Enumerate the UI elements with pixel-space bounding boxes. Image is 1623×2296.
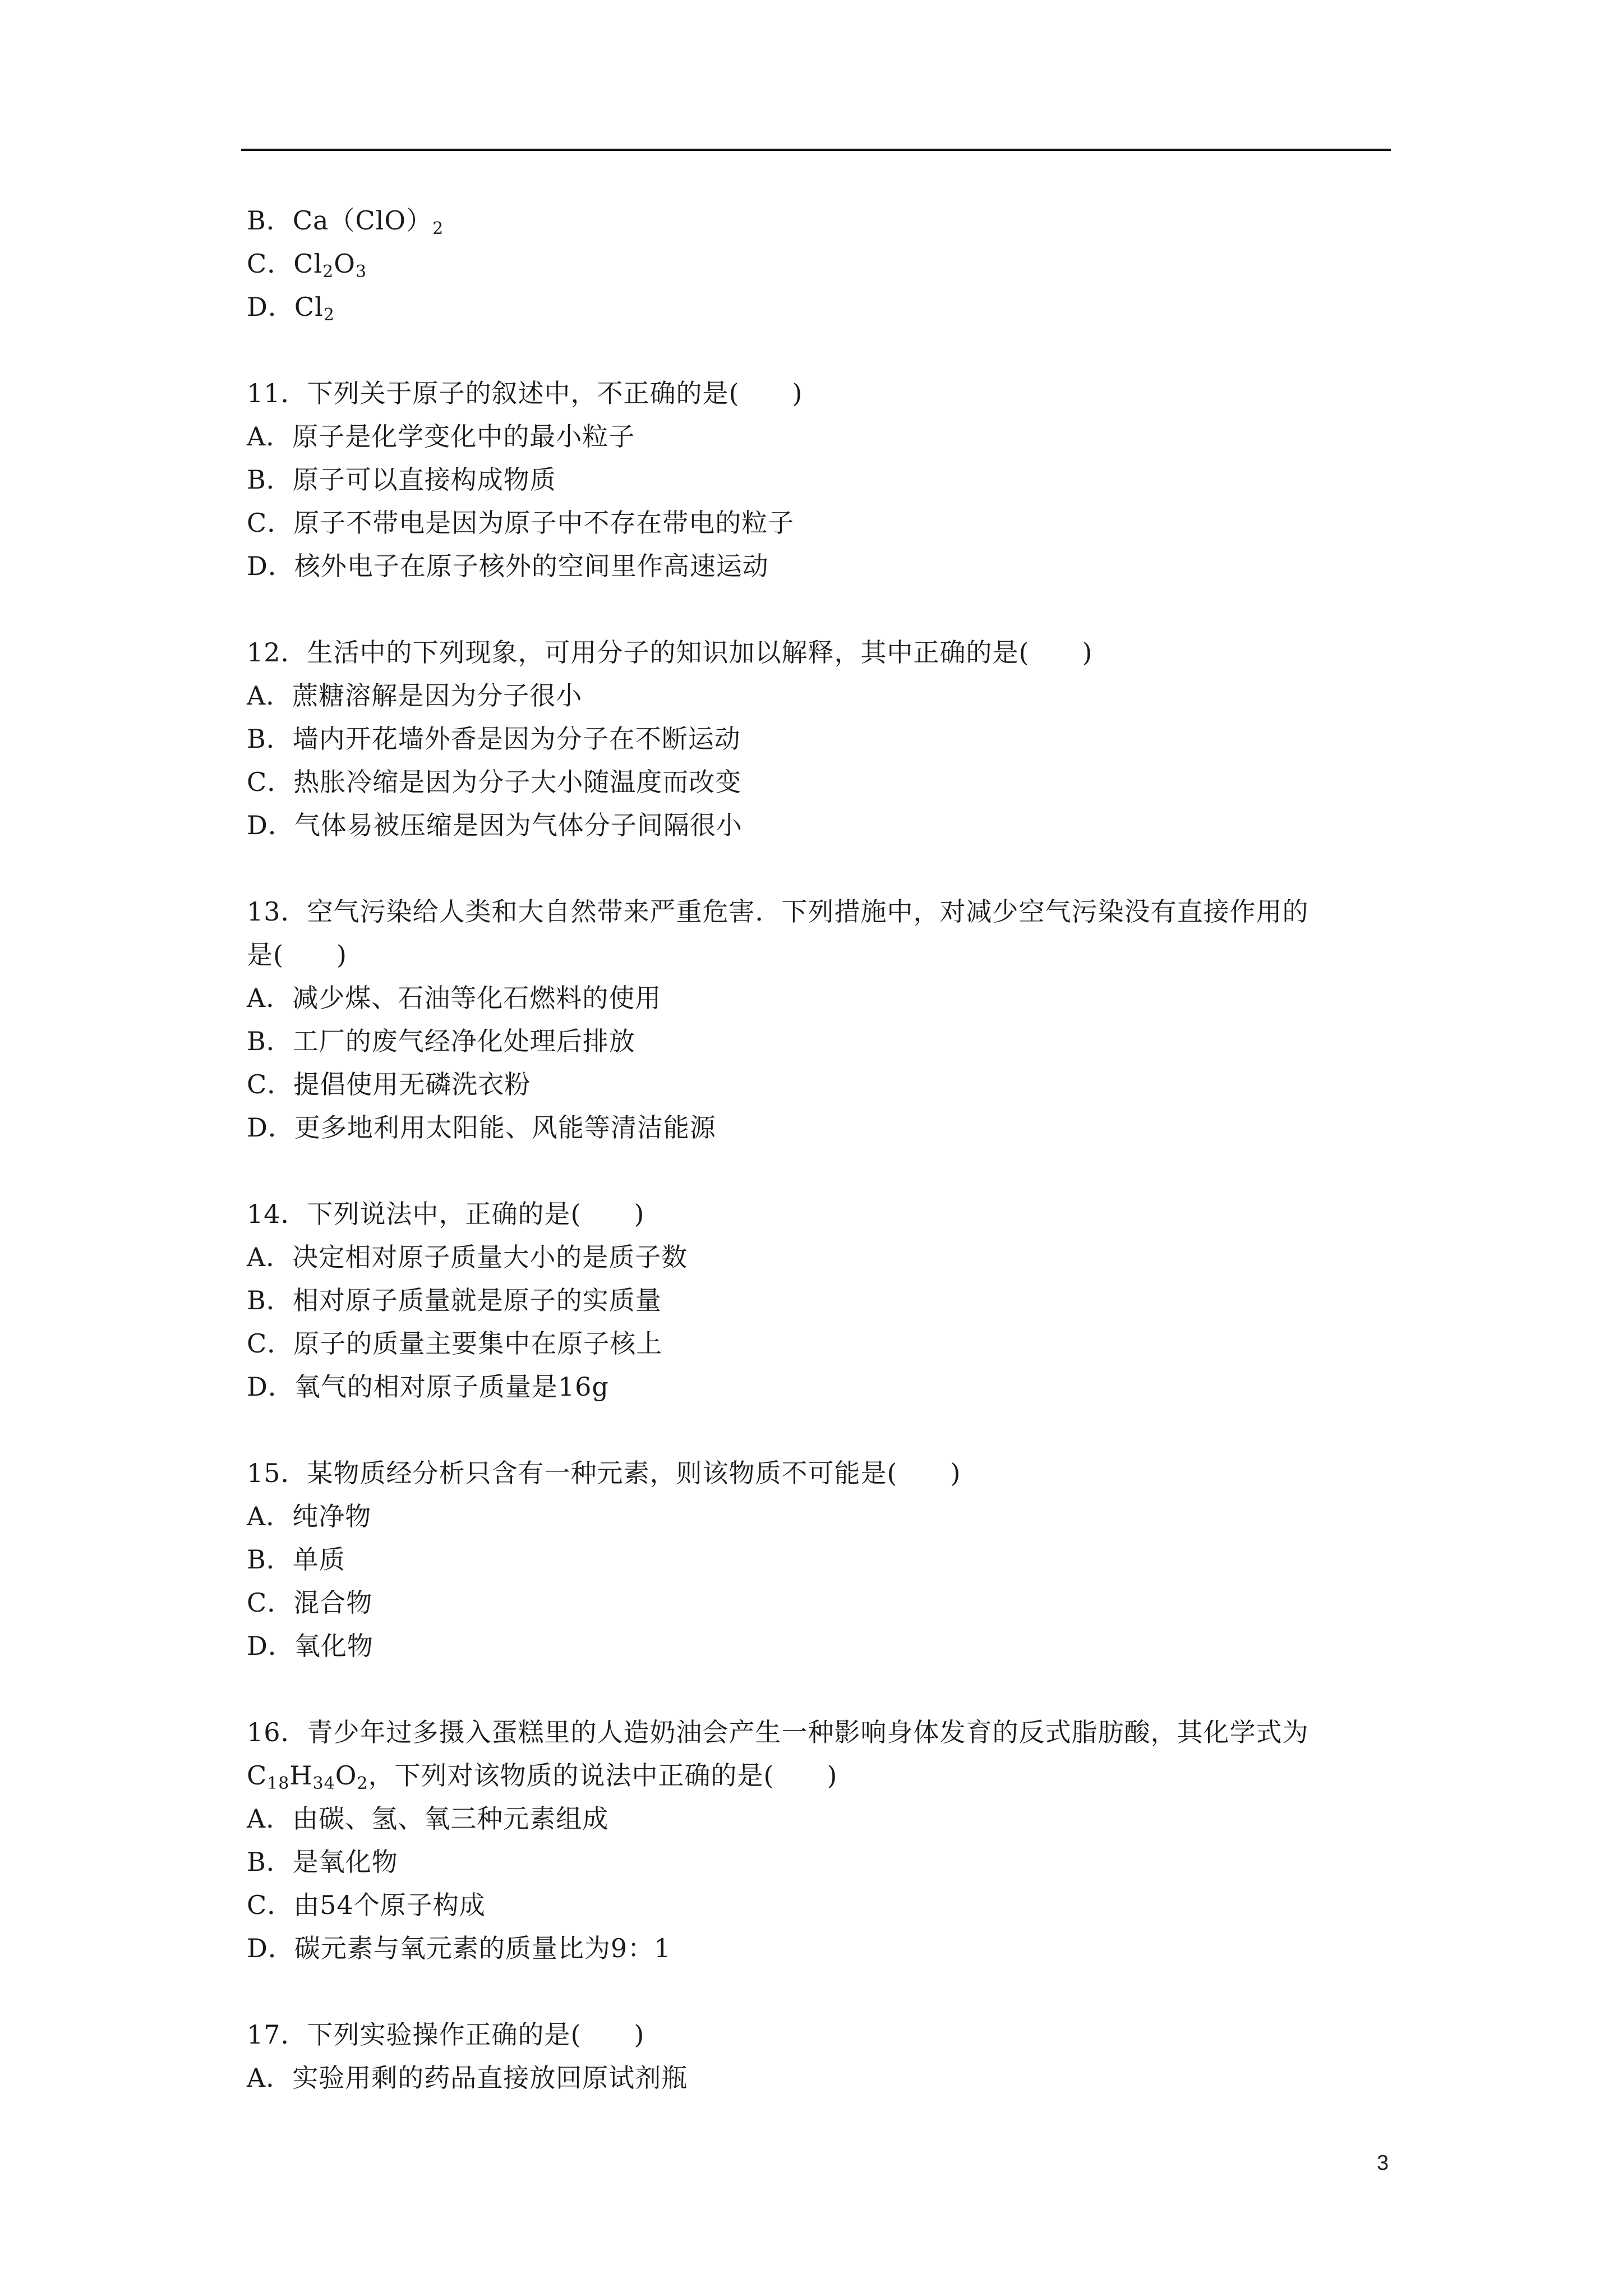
question-stem-line-1: 16．青少年过多摄入蛋糕里的人造奶油会产生一种影响身体发育的反式脂肪酸，其化学式为 [247, 1717, 1309, 1747]
option-c: C．原子的质量主要集中在原子核上 [247, 1328, 663, 1359]
option-a: A．由碳、氢、氧三种元素组成 [247, 1803, 609, 1834]
q10-option-c: C．$Cl_2O_3$ [247, 249, 367, 282]
option-c: C．由54个原子构成 [247, 1890, 486, 1920]
option-d: D．气体易被压缩是因为气体分子间隔很小 [247, 810, 743, 840]
option-a: A．蔗糖溶解是因为分子很小 [247, 680, 583, 711]
option-a: A．原子是化学变化中的最小粒子 [247, 421, 635, 452]
option-c: C．混合物 [247, 1588, 373, 1618]
q10-option-b: B．$Ca(ClO)_2$ [247, 205, 444, 238]
option-a: A．实验用剩的药品直接放回原试剂瓶 [247, 2063, 688, 2093]
option-b: B．单质 [247, 1544, 345, 1575]
question-stem: 15．某物质经分析只含有一种元素，则该物质不可能是( ) [247, 1458, 961, 1488]
chemical-formula: $C_{18}H_{34}O_2$ [247, 1760, 368, 1793]
question-stem-line-2: $C_{18}H_{34}O_2$，下列对该物质的说法中正确的是( ) [247, 1760, 838, 1793]
question-stem: 11．下列关于原子的叙述中，不正确的是( ) [247, 378, 803, 408]
option-b: B．原子可以直接构成物质 [247, 464, 556, 495]
question-stem-line-2: 是( ) [247, 940, 347, 970]
q10-option-d: D．$Cl_2$ [247, 292, 335, 325]
option-b: B．相对原子质量就是原子的实质量 [247, 1285, 662, 1315]
question-stem-line-1: 13．空气污染给人类和大自然带来严重危害．下列措施中，对减少空气污染没有直接作用的 [247, 896, 1309, 927]
option-d: D．氧化物 [247, 1631, 374, 1661]
option-a: A．决定相对原子质量大小的是质子数 [247, 1242, 688, 1272]
option-d: D．核外电子在原子核外的空间里作高速运动 [247, 551, 769, 581]
option-d: D．氧气的相对原子质量是16g [247, 1372, 609, 1402]
option-a: A．减少煤、石油等化石燃料的使用 [247, 983, 662, 1013]
question-stem: 12．生活中的下列现象，可用分子的知识加以解释，其中正确的是( ) [247, 637, 1093, 668]
option-b: B．墙内开花墙外香是因为分子在不断运动 [247, 724, 741, 754]
question-stem: 14．下列说法中，正确的是( ) [247, 1199, 645, 1229]
page-number: 3 [1377, 2151, 1389, 2175]
option-b: B．是氧化物 [247, 1847, 398, 1877]
option-d: D．更多地利用太阳能、风能等清洁能源 [247, 1112, 716, 1143]
option-d: D．碳元素与氧元素的质量比为9：1 [247, 1933, 671, 1963]
option-c: C．原子不带电是因为原子中不存在带电的粒子 [247, 508, 795, 538]
question-stem: 17．下列实验操作正确的是( ) [247, 2019, 645, 2050]
header-rule [241, 149, 1391, 151]
option-a: A．纯净物 [247, 1501, 372, 1531]
option-b: B．工厂的废气经净化处理后排放 [247, 1026, 635, 1056]
document-body [247, 199, 1402, 2100]
option-c: C．提倡使用无磷洗衣粉 [247, 1069, 531, 1099]
option-c: C．热胀冷缩是因为分子大小随温度而改变 [247, 767, 742, 797]
